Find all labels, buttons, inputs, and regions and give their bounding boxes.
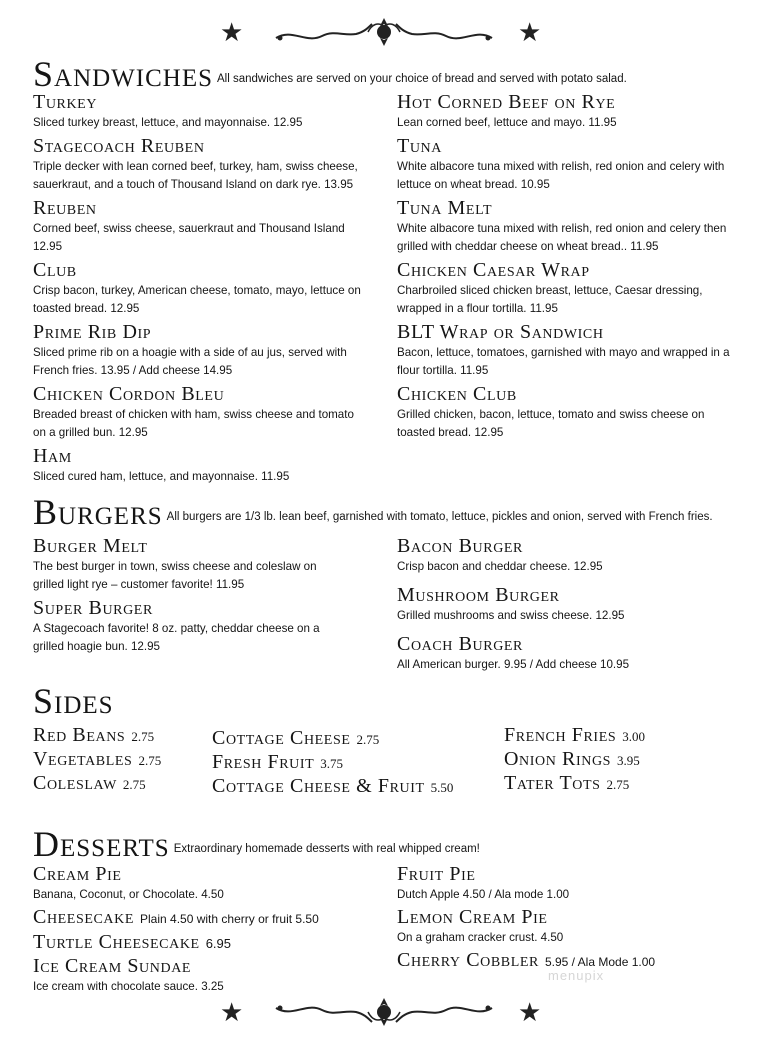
desserts-left-column (33, 863, 373, 999)
item-desc: A Stagecoach favorite! 8 oz. patty, cheddar cheese on a grilled hoagie bun. 12.95 (33, 622, 320, 653)
watermark: menupix (548, 968, 605, 983)
side-item (212, 751, 453, 775)
item-desc: Sliced turkey breast, lettuce, and mayonnaise. 12.95 (33, 116, 303, 129)
menu-item (33, 906, 373, 931)
side-price: 2.75 (131, 729, 155, 744)
item-name: Tuna Melt (397, 197, 493, 219)
item-name: Turkey (33, 91, 98, 113)
sides-column-3 (504, 724, 645, 796)
item-desc: Crisp bacon and cheddar cheese. 12.95 (397, 560, 603, 573)
menu-item (397, 584, 742, 625)
item-desc: Corned beef, swiss cheese, sauerkraut and Thousand Island 12.95 (33, 222, 345, 253)
item-name: Chicken Cordon Bleu (33, 383, 225, 405)
side-item (33, 748, 161, 772)
side-name: Tater Tots (504, 772, 601, 794)
sides-title: Sides (33, 681, 114, 721)
sides-heading (33, 683, 114, 719)
menu-item (397, 535, 742, 576)
burgers-note: All burgers are 1/3 lb. lean beef, garnished with tomato, lettuce, pickles and onion, served with French fries. (166, 511, 713, 523)
side-price: 2.75 (606, 777, 630, 792)
side-price: 3.75 (320, 756, 344, 771)
item-name: Tuna (397, 135, 442, 157)
desserts-note: Extraordinary homemade desserts with real whipped cream! (173, 843, 480, 855)
item-name: Cream Pie (33, 863, 122, 885)
menu-item (33, 135, 368, 194)
side-item (212, 775, 453, 799)
side-price: 5.50 (430, 780, 454, 795)
side-price: 3.00 (622, 729, 645, 744)
item-desc: Crisp bacon, turkey, American cheese, tomato, mayo, lettuce on toasted bread. 12.95 (33, 284, 361, 315)
item-desc: White albacore tuna mixed with relish, red onion and celery with lettuce on wheat bread. 10.95 (397, 160, 725, 191)
item-desc: Lean corned beef, lettuce and mayo. 11.95 (397, 116, 617, 129)
sandwiches-title: Sandwiches (33, 54, 214, 94)
side-name: Cottage Cheese & Fruit (212, 775, 425, 797)
item-name: Mushroom Burger (397, 584, 560, 606)
side-name: Vegetables (33, 748, 133, 770)
burgers-title: Burgers (33, 492, 163, 532)
menu-item (33, 931, 373, 955)
menu-item (33, 597, 343, 656)
desserts-title: Desserts (33, 824, 170, 864)
side-name: Red Beans (33, 724, 126, 746)
burgers-heading (33, 494, 713, 535)
star-icon: ★ (518, 18, 542, 47)
item-name: Reuben (33, 197, 97, 219)
side-item (504, 748, 645, 772)
item-name: Hot Corned Beef on Rye (397, 91, 616, 113)
item-desc: Bacon, lettuce, tomatoes, garnished with mayo and wrapped in a flour tortilla. 11.95 (397, 346, 730, 377)
item-name: Chicken Club (397, 383, 517, 405)
sandwiches-note: All sandwiches are served on your choice of bread and served with potato salad. (217, 73, 627, 85)
menu-item (33, 445, 368, 486)
item-name: Club (33, 259, 77, 281)
item-name: Chicken Caesar Wrap (397, 259, 590, 281)
item-desc: White albacore tuna mixed with relish, red onion and celery then grilled with cheddar cheese on wheat bread.. 11.95 (397, 222, 727, 253)
star-icon: ★ (518, 998, 542, 1027)
menu-item (33, 863, 373, 904)
desserts-right-column (397, 863, 742, 974)
sides-column-2 (212, 727, 453, 799)
menu-item (397, 259, 742, 318)
item-desc: Charbroiled sliced chicken breast, lettuce, Caesar dressing, wrapped in a flour tortilla. 11.95 (397, 284, 703, 315)
menu-item (397, 906, 742, 947)
menu-item (397, 863, 742, 904)
sandwiches-left-column (33, 91, 368, 489)
star-icon: ★ (220, 998, 244, 1027)
sandwiches-right-column (397, 91, 742, 445)
menu-item (33, 535, 343, 594)
item-name: Ice Cream Sundae (33, 955, 192, 977)
menu-item (33, 321, 368, 380)
item-desc: Breaded breast of chicken with ham, swiss cheese and tomato on a grilled bun. 12.95 (33, 408, 354, 439)
item-name: Cherry Cobbler (397, 949, 539, 971)
menu-item (397, 321, 742, 380)
side-price: 3.95 (617, 753, 640, 768)
item-desc: On a graham cracker crust. 4.50 (397, 931, 564, 944)
item-desc: Sliced cured ham, lettuce, and mayonnaise. 11.95 (33, 470, 290, 483)
side-item (33, 724, 161, 748)
menu-item (397, 135, 742, 194)
item-desc: Grilled mushrooms and swiss cheese. 12.95 (397, 609, 625, 622)
side-item (212, 727, 453, 751)
item-desc: Grilled chicken, bacon, lettuce, tomato and swiss cheese on toasted bread. 12.95 (397, 408, 705, 439)
menu-item (33, 955, 373, 996)
item-desc: Plain 4.50 with cherry or fruit 5.50 (140, 912, 319, 926)
menu-item (397, 197, 742, 256)
side-item (33, 772, 161, 796)
item-name: Stagecoach Reuben (33, 135, 205, 157)
item-name: Prime Rib Dip (33, 321, 152, 343)
menu-item (33, 383, 368, 442)
item-desc: All American burger. 9.95 / Add cheese 10.95 (397, 658, 630, 671)
side-name: Onion Rings (504, 748, 612, 770)
item-name: Burger Melt (33, 535, 148, 557)
menu-item (33, 259, 368, 318)
item-name: Cheesecake (33, 906, 135, 928)
star-icon: ★ (220, 18, 244, 47)
menu-item (397, 633, 742, 674)
side-name: Coleslaw (33, 772, 117, 794)
menu-item (397, 91, 742, 132)
item-price: 6.95 (205, 936, 231, 951)
side-price: 2.75 (122, 777, 146, 792)
item-name: BLT Wrap or Sandwich (397, 321, 604, 343)
item-name: Turtle Cheesecake (33, 931, 200, 953)
item-desc: Banana, Coconut, or Chocolate. 4.50 (33, 888, 224, 901)
item-desc: Ice cream with chocolate sauce. 3.25 (33, 980, 224, 993)
menu-item (397, 383, 742, 442)
side-item (504, 772, 645, 796)
item-desc: Triple decker with lean corned beef, turkey, ham, swiss cheese, sauerkraut, and a touch of Thousand Island on dark rye. 13.95 (33, 160, 358, 191)
side-name: Fresh Fruit (212, 751, 315, 773)
burgers-right-column (397, 535, 742, 677)
sides-column-1 (33, 724, 161, 796)
desserts-heading (33, 826, 480, 867)
item-name: Fruit Pie (397, 863, 476, 885)
item-name: Super Burger (33, 597, 153, 619)
side-item (504, 724, 645, 748)
side-name: Cottage Cheese (212, 727, 351, 749)
item-desc: 5.95 / Ala Mode 1.00 (544, 955, 656, 969)
item-name: Coach Burger (397, 633, 523, 655)
flourish-ornament-icon (272, 14, 496, 50)
menu-item (33, 91, 368, 132)
item-name: Bacon Burger (397, 535, 523, 557)
side-name: French Fries (504, 724, 617, 746)
side-price: 2.75 (356, 732, 380, 747)
menu-item (33, 197, 368, 256)
item-name: Ham (33, 445, 72, 467)
flourish-ornament-icon (272, 994, 496, 1030)
burgers-left-column (33, 535, 343, 659)
item-desc: Sliced prime rib on a hoagie with a side of au jus, served with French fries. 13.95 / Add cheese 14.95 (33, 346, 347, 377)
side-price: 2.75 (138, 753, 162, 768)
item-desc: The best burger in town, swiss cheese and coleslaw on grilled light rye – customer favorite! 11.95 (33, 560, 317, 591)
item-desc: Dutch Apple 4.50 / Ala mode 1.00 (397, 888, 570, 901)
item-name: Lemon Cream Pie (397, 906, 548, 928)
